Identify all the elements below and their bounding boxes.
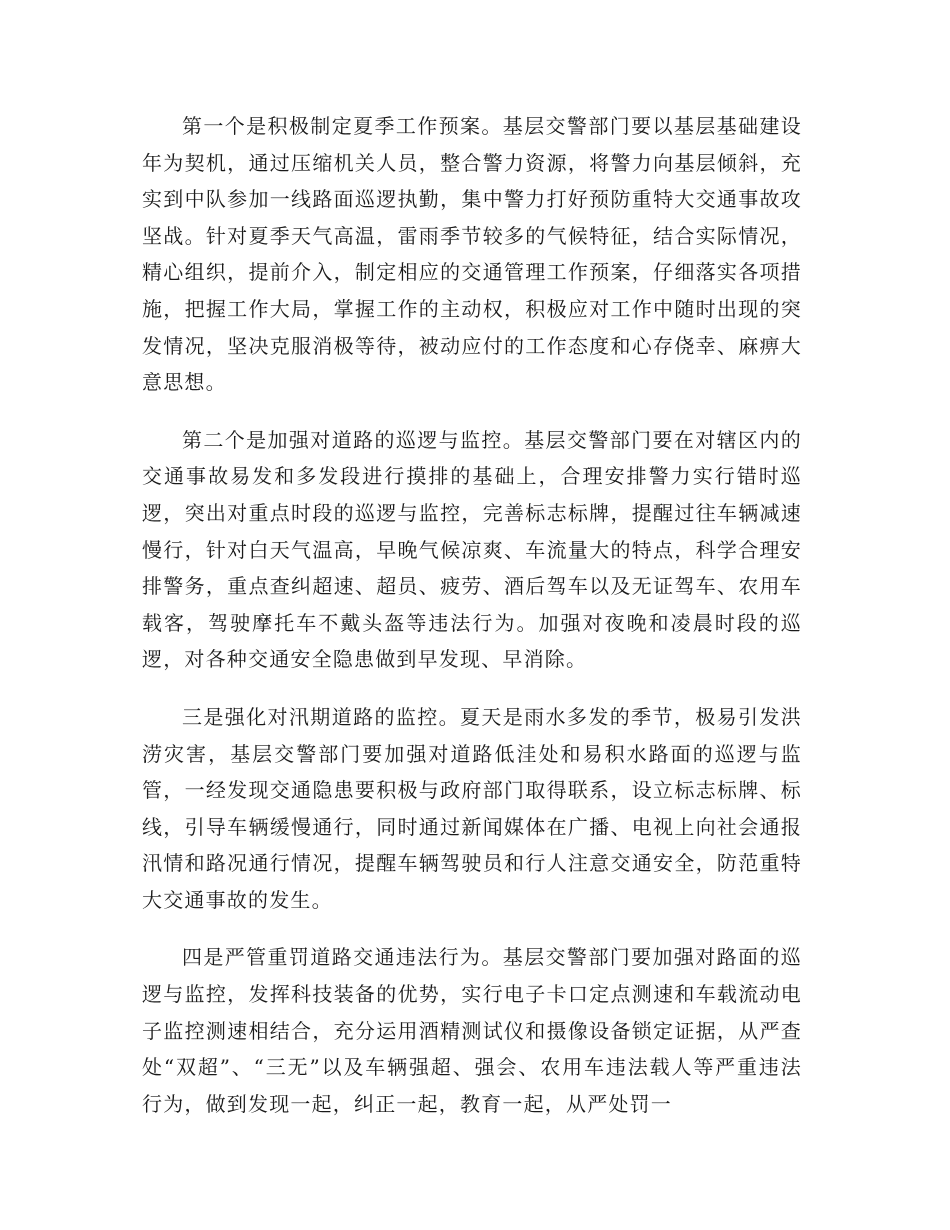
paragraph-2: 第二个是加强对道路的巡逻与监控。基层交警部门要在对辖区内的交通事故易发和多发段进行摸排的基础上，合理安排警力实行错时巡逻，突出对重点时段的巡逻与监控，完善标志标牌，提醒过往车辆减速慢行，针对白天气温高，早晚气候凉爽、车流量大的特点，科学合理安排警务，重点查纠超速、超员、疲劳、酒后驾车以及无证驾车、农用车载客，驾驶摩托车不戴头盔等违法行为。加强对夜晚和凌晨时段的巡逻，对各种交通安全隐患做到早发现、早消除。 (142, 427, 802, 672)
paragraph-4: 四是严管重罚道路交通违法行为。基层交警部门要加强对路面的巡逻与监控，发挥科技装备的优势，实行电子卡口定点测速和车载流动电子监控测速相结合，充分运用酒精测试仪和摄像设备锁定证据，从严查处“双超”、“三无”以及车辆强超、强会、农用车违法载人等严重违法行为，做到发现一起，纠正一起，教育一起，从严处罚一 (142, 945, 802, 1116)
document-body (142, 108, 802, 1143)
paragraph-3: 三是强化对汛期道路的监控。夏天是雨水多发的季节，极易引发洪涝灾害，基层交警部门要加强对道路低洼处和易积水路面的巡逻与监管，一经发现交通隐患要积极与政府部门取得联系，设立标志标牌、标线，引导车辆缓慢通行，同时通过新闻媒体在广播、电视上向社会通报汛情和路况通行情况，提醒车辆驾驶员和行人注意交通安全，防范重特大交通事故的发生。 (142, 704, 802, 912)
paragraph-1: 第一个是积极制定夏季工作预案。基层交警部门要以基层基础建设年为契机，通过压缩机关人员，整合警力资源，将警力向基层倾斜，充实到中队参加一线路面巡逻执勤，集中警力打好预防重特大交通事故攻坚战。针对夏季天气高温，雷雨季节较多的气候特征，结合实际情况，精心组织，提前介入，制定相应的交通管理工作预案，仔细落实各项措施，把握工作大局，掌握工作的主动权，积极应对工作中随时出现的突发情况，坚决克服消极等待，被动应付的工作态度和心存侥幸、麻痹大意思想。 (142, 114, 802, 395)
